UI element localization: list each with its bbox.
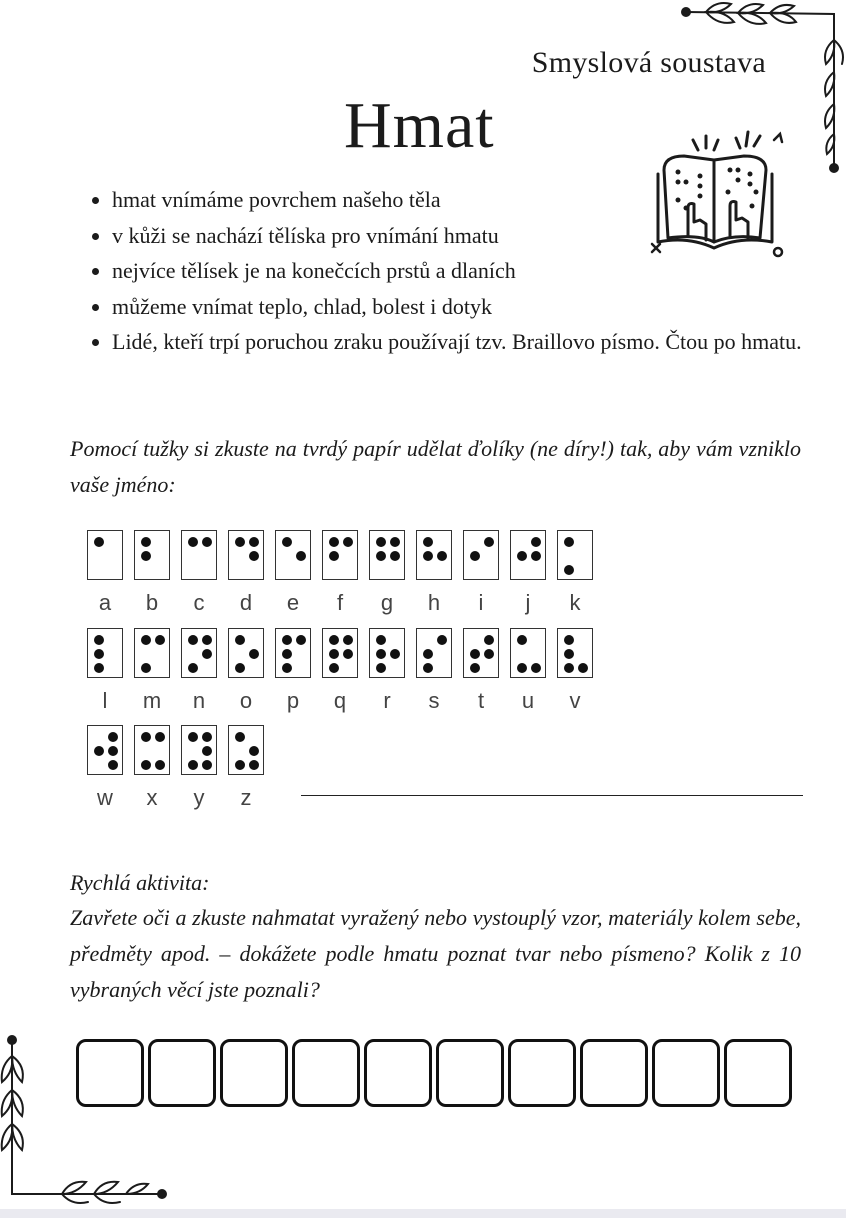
braille-dot bbox=[564, 537, 574, 547]
braille-dot bbox=[390, 537, 400, 547]
braille-dot bbox=[517, 635, 527, 645]
answer-boxes bbox=[76, 1039, 792, 1107]
braille-dot bbox=[188, 732, 198, 742]
braille-cell-m bbox=[133, 628, 171, 714]
braille-row bbox=[86, 530, 594, 616]
braille-letter-label: w bbox=[97, 785, 113, 810]
braille-dot bbox=[282, 649, 292, 659]
braille-cell-frame bbox=[275, 628, 311, 678]
braille-dot bbox=[235, 537, 245, 547]
braille-letter-label: a bbox=[98, 590, 112, 615]
braille-cell-frame bbox=[369, 530, 405, 580]
braille-dot bbox=[564, 663, 574, 673]
braille-dot bbox=[390, 649, 400, 659]
braille-cell-d bbox=[227, 530, 265, 616]
list-item: • v kůži se nachází tělíska pro vnímání hmatu bbox=[112, 218, 821, 254]
braille-letter-label: r bbox=[383, 688, 391, 713]
answer-box[interactable] bbox=[724, 1039, 792, 1107]
braille-dot bbox=[141, 537, 151, 547]
braille-cell-r bbox=[368, 628, 406, 714]
list-item: • nejvíce tělísek je na konečcích prstů a dlaních bbox=[112, 253, 821, 289]
braille-dot bbox=[484, 635, 494, 645]
braille-cell-frame bbox=[87, 725, 123, 775]
braille-cell-frame bbox=[181, 530, 217, 580]
braille-letter-label: x bbox=[146, 785, 158, 810]
braille-cell-frame bbox=[322, 530, 358, 580]
braille-cell-t bbox=[462, 628, 500, 714]
braille-cell-frame bbox=[557, 530, 593, 580]
braille-dot bbox=[282, 537, 292, 547]
activity-title: Rychlá aktivita: bbox=[70, 870, 210, 895]
braille-dot bbox=[155, 732, 165, 742]
braille-cell-frame bbox=[557, 628, 593, 678]
braille-dot bbox=[249, 649, 259, 659]
braille-dot bbox=[94, 746, 104, 756]
braille-dot bbox=[141, 732, 151, 742]
braille-dot bbox=[235, 663, 245, 673]
braille-dot bbox=[470, 649, 480, 659]
braille-cell-p bbox=[274, 628, 312, 714]
braille-dot bbox=[249, 551, 259, 561]
braille-cell-frame bbox=[322, 628, 358, 678]
braille-cell-frame bbox=[134, 530, 170, 580]
braille-dot bbox=[484, 537, 494, 547]
braille-cell-u bbox=[509, 628, 547, 714]
list-item: • můžeme vnímat teplo, chlad, bolest i dotyk bbox=[112, 289, 821, 325]
braille-letter-label: z bbox=[240, 785, 252, 810]
braille-dot bbox=[564, 635, 574, 645]
braille-dot bbox=[235, 635, 245, 645]
braille-dot bbox=[423, 537, 433, 547]
braille-dot bbox=[343, 635, 353, 645]
braille-dot bbox=[376, 663, 386, 673]
braille-cell-e bbox=[274, 530, 312, 616]
braille-cell-frame bbox=[228, 530, 264, 580]
braille-cell-frame bbox=[275, 530, 311, 580]
braille-dot bbox=[202, 760, 212, 770]
instruction-text: Pomocí tužky si zkuste na tvrdý papír udělat ďolíky (ne díry!) tak, aby vám vzniklo vaše jméno: bbox=[70, 436, 801, 497]
braille-cell-i bbox=[462, 530, 500, 616]
braille-dot bbox=[437, 635, 447, 645]
braille-dot bbox=[376, 649, 386, 659]
answer-box[interactable] bbox=[292, 1039, 360, 1107]
page-bottom-strip bbox=[0, 1209, 846, 1218]
answer-box[interactable] bbox=[364, 1039, 432, 1107]
braille-dot bbox=[188, 663, 198, 673]
braille-dot bbox=[282, 663, 292, 673]
braille-cell-frame bbox=[181, 725, 217, 775]
braille-cell-h bbox=[415, 530, 453, 616]
braille-row bbox=[86, 725, 265, 811]
braille-letter-label: k bbox=[569, 590, 581, 615]
braille-cell-c bbox=[180, 530, 218, 616]
braille-row bbox=[86, 628, 594, 714]
braille-letter-label: b bbox=[145, 590, 159, 615]
braille-cell-frame bbox=[87, 530, 123, 580]
braille-dot bbox=[329, 635, 339, 645]
braille-letter-label: p bbox=[286, 688, 300, 713]
braille-dot bbox=[155, 635, 165, 645]
braille-dot bbox=[343, 537, 353, 547]
braille-dot bbox=[517, 551, 527, 561]
braille-letter-label: h bbox=[427, 590, 441, 615]
answer-box[interactable] bbox=[436, 1039, 504, 1107]
braille-letter-label: i bbox=[478, 590, 484, 615]
braille-dot bbox=[141, 760, 151, 770]
braille-dot bbox=[141, 551, 151, 561]
braille-dot bbox=[94, 635, 104, 645]
braille-dot bbox=[484, 649, 494, 659]
braille-dot bbox=[94, 649, 104, 659]
braille-dot bbox=[108, 732, 118, 742]
braille-cell-z bbox=[227, 725, 265, 811]
braille-cell-frame bbox=[369, 628, 405, 678]
braille-letter-label: j bbox=[525, 590, 531, 615]
braille-cell-frame bbox=[510, 628, 546, 678]
braille-dot bbox=[578, 663, 588, 673]
braille-letter-label: l bbox=[102, 688, 108, 713]
braille-dot bbox=[235, 760, 245, 770]
braille-dot bbox=[296, 635, 306, 645]
braille-dot bbox=[564, 649, 574, 659]
braille-cell-frame bbox=[134, 725, 170, 775]
braille-dot bbox=[423, 663, 433, 673]
braille-dot bbox=[423, 551, 433, 561]
braille-cell-frame bbox=[228, 628, 264, 678]
braille-dot bbox=[94, 537, 104, 547]
braille-dot bbox=[188, 760, 198, 770]
braille-dot bbox=[531, 551, 541, 561]
braille-dot bbox=[470, 551, 480, 561]
braille-dot bbox=[531, 663, 541, 673]
list-item: • hmat vnímáme povrchem našeho těla bbox=[112, 182, 821, 218]
braille-letter-label: c bbox=[193, 590, 205, 615]
braille-dot bbox=[329, 551, 339, 561]
braille-cell-frame bbox=[416, 628, 452, 678]
subtitle: Smyslová soustava bbox=[531, 46, 766, 79]
facts-list bbox=[92, 182, 821, 360]
braille-letter-label: t bbox=[477, 688, 485, 713]
braille-dot bbox=[517, 663, 527, 673]
page-title: Hmat bbox=[344, 89, 495, 162]
braille-cell-frame bbox=[510, 530, 546, 580]
braille-dot bbox=[141, 663, 151, 673]
braille-letter-label: o bbox=[239, 688, 253, 713]
braille-letter-label: f bbox=[336, 590, 344, 615]
braille-cell-o bbox=[227, 628, 265, 714]
braille-dot bbox=[437, 551, 447, 561]
braille-letter-label: q bbox=[333, 688, 347, 713]
braille-dot bbox=[141, 635, 151, 645]
leaf-branch-icon bbox=[0, 1034, 172, 1206]
braille-letter-label: g bbox=[380, 590, 394, 615]
braille-letter-label: v bbox=[569, 688, 581, 713]
braille-letter-label: u bbox=[521, 688, 535, 713]
braille-letter-label: m bbox=[142, 688, 162, 713]
answer-box[interactable] bbox=[220, 1039, 288, 1107]
activity-text: Zavřete oči a zkuste nahmatat vyražený nebo vystouplý vzor, materiály kolem sebe, předměty apod. – dokážete podle hmatu poznat tvar nebo písmeno? Kolik z 10 vybraných věcí jste poznali? bbox=[70, 905, 801, 1002]
braille-letter-label: y bbox=[193, 785, 205, 810]
braille-dot bbox=[249, 746, 259, 756]
braille-dot bbox=[202, 537, 212, 547]
braille-dot bbox=[249, 537, 259, 547]
braille-cell-w bbox=[86, 725, 124, 811]
braille-cell-frame bbox=[416, 530, 452, 580]
braille-dot bbox=[343, 649, 353, 659]
braille-letter-label: n bbox=[192, 688, 206, 713]
braille-letter-label: s bbox=[428, 688, 440, 713]
braille-dot bbox=[155, 760, 165, 770]
braille-dot bbox=[423, 649, 433, 659]
braille-letter-label: e bbox=[286, 590, 300, 615]
braille-dot bbox=[329, 649, 339, 659]
braille-dot bbox=[296, 551, 306, 561]
braille-dot bbox=[564, 565, 574, 575]
braille-cell-j bbox=[509, 530, 547, 616]
braille-dot bbox=[235, 732, 245, 742]
braille-cell-b bbox=[133, 530, 171, 616]
braille-cell-x bbox=[133, 725, 171, 811]
name-writing-line[interactable] bbox=[301, 795, 803, 796]
braille-cell-l bbox=[86, 628, 124, 714]
braille-dot bbox=[188, 635, 198, 645]
braille-cell-frame bbox=[228, 725, 264, 775]
answer-box[interactable] bbox=[580, 1039, 648, 1107]
braille-cell-g bbox=[368, 530, 406, 616]
braille-cell-s bbox=[415, 628, 453, 714]
braille-cell-frame bbox=[181, 628, 217, 678]
braille-dot bbox=[470, 663, 480, 673]
list-item: • Lidé, kteří trpí poruchou zraku používají tzv. Braillovo písmo. Čtou po hmatu. bbox=[112, 324, 821, 360]
braille-dot bbox=[202, 649, 212, 659]
braille-dot bbox=[94, 663, 104, 673]
braille-dot bbox=[282, 635, 292, 645]
braille-dot bbox=[329, 537, 339, 547]
braille-dot bbox=[188, 537, 198, 547]
braille-dot bbox=[108, 746, 118, 756]
braille-dot bbox=[376, 551, 386, 561]
answer-box[interactable] bbox=[508, 1039, 576, 1107]
braille-cell-frame bbox=[87, 628, 123, 678]
braille-cell-f bbox=[321, 530, 359, 616]
answer-box[interactable] bbox=[652, 1039, 720, 1107]
braille-cell-q bbox=[321, 628, 359, 714]
braille-dot bbox=[329, 663, 339, 673]
braille-dot bbox=[202, 746, 212, 756]
braille-cell-frame bbox=[463, 628, 499, 678]
braille-cell-k bbox=[556, 530, 594, 616]
braille-cell-y bbox=[180, 725, 218, 811]
braille-cell-n bbox=[180, 628, 218, 714]
braille-dot bbox=[376, 635, 386, 645]
braille-cell-a bbox=[86, 530, 124, 616]
braille-dot bbox=[202, 732, 212, 742]
braille-cell-v bbox=[556, 628, 594, 714]
braille-letter-label: d bbox=[239, 590, 253, 615]
braille-dot bbox=[376, 537, 386, 547]
braille-dot bbox=[202, 635, 212, 645]
braille-dot bbox=[531, 537, 541, 547]
braille-cell-frame bbox=[463, 530, 499, 580]
braille-dot bbox=[390, 551, 400, 561]
braille-cell-frame bbox=[134, 628, 170, 678]
braille-dot bbox=[108, 760, 118, 770]
braille-dot bbox=[249, 760, 259, 770]
